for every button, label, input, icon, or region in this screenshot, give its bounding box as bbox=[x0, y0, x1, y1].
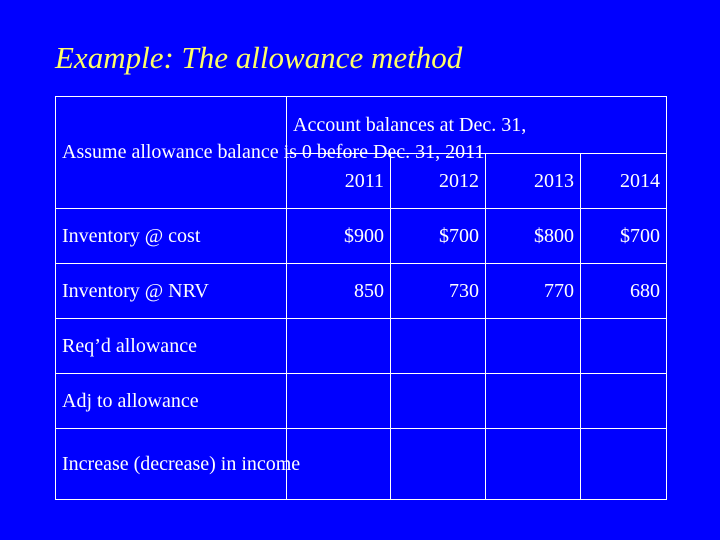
table-row bbox=[56, 264, 667, 319]
table-cell: $900 bbox=[287, 209, 391, 264]
table-cell bbox=[391, 374, 486, 429]
row-label: Inventory @ NRV bbox=[56, 264, 287, 319]
table-cell bbox=[486, 374, 581, 429]
row-label: Adj to allowance bbox=[56, 374, 287, 429]
year-header-2013: 2013 bbox=[486, 154, 581, 209]
group-header-cell: Account balances at Dec. 31, bbox=[287, 97, 667, 154]
row-label: Increase (decrease) in income bbox=[56, 429, 287, 500]
table-cell bbox=[486, 319, 581, 374]
table-row bbox=[56, 319, 667, 374]
table-cell bbox=[581, 429, 667, 500]
table-cell bbox=[581, 374, 667, 429]
table-cell bbox=[391, 319, 486, 374]
table-row bbox=[56, 429, 667, 500]
assumption-cell: Assume allowance balance is 0 before Dec. 31, 2011 bbox=[56, 97, 287, 209]
table-cell: 850 bbox=[287, 264, 391, 319]
table-cell bbox=[287, 429, 391, 500]
table-cell bbox=[581, 319, 667, 374]
table-cell: 680 bbox=[581, 264, 667, 319]
table-cell: 730 bbox=[391, 264, 486, 319]
table-row bbox=[56, 374, 667, 429]
table-row bbox=[56, 209, 667, 264]
table-cell: $800 bbox=[486, 209, 581, 264]
table-header-row bbox=[56, 97, 667, 154]
table-cell: $700 bbox=[391, 209, 486, 264]
row-label: Req’d allowance bbox=[56, 319, 287, 374]
table-cell: $700 bbox=[581, 209, 667, 264]
year-header-2014: 2014 bbox=[581, 154, 667, 209]
table-cell bbox=[486, 429, 581, 500]
table-cell bbox=[287, 374, 391, 429]
allowance-table bbox=[55, 96, 667, 500]
table-cell bbox=[391, 429, 486, 500]
row-label: Inventory @ cost bbox=[56, 209, 287, 264]
year-header-2011: 2011 bbox=[287, 154, 391, 209]
table-cell: 770 bbox=[486, 264, 581, 319]
year-header-2012: 2012 bbox=[391, 154, 486, 209]
table-cell bbox=[287, 319, 391, 374]
slide-title: Example: The allowance method bbox=[55, 40, 463, 75]
